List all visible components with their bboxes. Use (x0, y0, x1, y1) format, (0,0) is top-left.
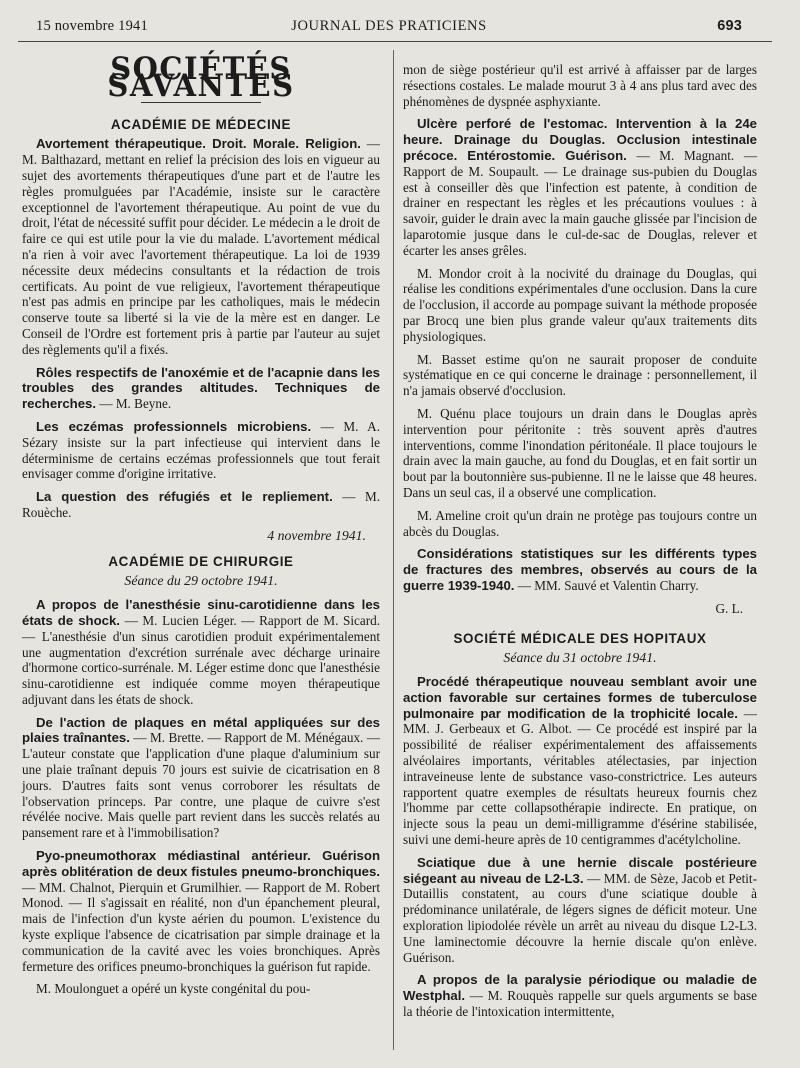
article-heading: Avortement thérapeutique. Droit. Morale. Religion. (36, 136, 361, 152)
right-column (403, 62, 757, 1027)
article-text: — M. Lucien Léger. — Rapport de M. Sicard. — L'anesthésie d'un sinus carotidien produit expérimentalement une augmentation d'excrétion surrénale avec décharge urinaire d'hormone cortico-surrénale. M. Léger estime donc que l'anesthésie sinu-carotidienne est indiquée comme moyen thérapeutique adjuvant dans les états de shock. (22, 612, 380, 707)
article-text: — M. Rouquès rappelle sur quels arguments se base la théorie de l'intoxication intermittente, (403, 988, 757, 1020)
article-anesthesie (22, 597, 380, 708)
running-header (36, 18, 742, 40)
article-text: — M. Balthazard, mettant en relief la précision des lois en vigueur au sujet des avortements thérapeutiques d'une part et de l'autre les règles promulguées par l'Académie, insiste sur le caractère exceptionnel de l'avortement thérapeutique. Au point de vue du droit, l'état de nécessité suffit pour décider. Le médecin a le droit de faire ce qui est utile pour la vie du malade. L'avortement médical n'a rien à voir avec l'avortement thérapeutique. La loi de 1939 nécessite deux médecins consultants et la rédaction de trois certificats. Au point de vue religieux, l'avortement thérapeutique n'est pas admis en principe par les catholiques, mais le médecin conserve toute sa liberté si la vie de la mère est en danger. Le Conseil de l'Ordre est fortement pris à partie par l'auteur au sujet des règlements qu'il a fixés. (22, 136, 380, 357)
article-text: — M. Brette. — Rapport de M. Ménégaux. — L'auteur constate que l'application d'une plaque d'aluminium sur une plaie traînant depuis 70 jours est suivie de cicatrisation en 8 jours. D'autres faits sont venus corroborer les résultats de l'observation princeps. Par contre, une plaque de cuivre s'est révélée nocive. Mais quelle part revient dans les succès relatés au pansement rare et à l'immobilisation? (22, 730, 380, 841)
article-heading: La question des réfugiés et le repliement. (36, 489, 333, 505)
journal-name: JOURNAL DES PRATICIENS (291, 18, 487, 34)
section-heading-academie-medecine: ACADÉMIE DE MÉDECINE (110, 116, 292, 132)
article-eczemas (22, 419, 380, 482)
article-heading: Considérations statistiques sur les différents types de fractures des membres, observés au cours de la guerre 1939-1940. (403, 546, 757, 593)
page-number: 693 (717, 18, 742, 34)
paragraph-ameline: M. Ameline croit qu'un drain ne protège pas toujours contre un abcès du Douglas. (403, 507, 757, 539)
article-procede-therapeutique (403, 674, 757, 848)
session-date: 4 novembre 1941. (267, 527, 366, 543)
article-refugies (22, 489, 380, 521)
article-text: — M. Beyne. (96, 396, 172, 412)
column-divider (393, 50, 394, 1050)
article-heading: Sciatique due à une hernie discale postérieure siégeant au niveau de L2-L3. (403, 854, 757, 886)
article-text: — M. A. Sézary insiste sur la part infectieuse qui intervient dans le déterminisme de certains eczémas professionnels que tout ferait envisager comme d'origine irritative. (22, 418, 380, 482)
article-anoxemie (22, 365, 380, 412)
article-sciatique (403, 855, 757, 966)
article-paralysie (403, 972, 757, 1019)
author-signature: G. L. (715, 600, 743, 616)
left-column (22, 50, 380, 1004)
article-text: — MM. de Sèze, Jacob et Petit-Dutaillis constatent, au cours d'une sciatique double à prédominance unilatérale, de légers signes de déficit moteur. Une exploration lipiodolée révèle un arrêt au niveau du disque L2-L3. Une laminectomie découvre la hernie discale qu'on enlève. Guérison. (403, 870, 757, 965)
section-heading-societe-medicale: SOCIÉTÉ MÉDICALE DES HOPITAUX (453, 630, 707, 646)
article-text: — M. Rouèche. (22, 489, 380, 520)
article-text: — MM. Chalnot, Pierquin et Grumilhier. — Rapport de M. Robert Monod. — Il s'agissait en réalité, non d'un épanchement pleural, mais de l'infection d'un kyste aérien du poumon. L'existence du kyste explique l'absence de cicatrisation par simple drainage et la communication de la cavité avec les voies bronchiques. Après fermeture des orifices pneumo-bronchiques la guérison fut rapide. (22, 879, 380, 974)
article-ulcere (403, 116, 757, 258)
article-heading: Ulcère perforé de l'estomac. Intervention à la 24e heure. Drainage du Douglas. Occlusion intestinale précoce. Entérostomie. Guérison. (403, 116, 757, 163)
article-heading: Procédé thérapeutique nouveau semblant avoir une action favorable sur certaines formes de tuberculose pulmonaire par modification de la trophicité locale. (403, 674, 757, 721)
article-fractures (403, 546, 757, 593)
paragraph-moulonguet: M. Moulonguet a opéré un kyste congénital du pou- (36, 981, 311, 997)
article-heading: A propos de la paralysie périodique ou maladie de Westphal. (403, 972, 757, 1004)
article-pyo-pneumothorax (22, 848, 380, 974)
issue-date: 15 novembre 1941 (36, 18, 148, 34)
article-text: — MM. Sauvé et Valentin Charry. (514, 577, 699, 593)
article-heading: Rôles respectifs de l'anoxémie et de l'acapnie dans les troubles des grandes altitudes. Techniques de recherches. (22, 364, 380, 412)
session-subtitle: Séance du 29 octobre 1941. (124, 573, 278, 589)
article-plaques-metal (22, 715, 380, 841)
page-title: SOCIÉTÉS SAVANTES (107, 50, 295, 103)
paragraph-basset: M. Basset estime qu'on ne saurait proposer de conduite systématique en ce qui concerne le drainage : personnellement, il n'a jamais observé d'occlusion. (403, 351, 757, 399)
header-rule (18, 41, 772, 42)
paragraph-continuation: mon de siège postérieur qu'il est arrivé à affaisser par de larges résections costales. Le malade mourut 3 à 4 ans plus tard avec des phénomènes de dyspnée asphyxiante. (403, 62, 757, 109)
paragraph-quenu: M. Quénu place toujours un drain dans le Douglas après intervention pour péritonite : très souvent après d'autres interventions, comme l'inondation péritonéale. Il place toujours le drain avec la main gauche, au fond du Douglas, et en fait sortir un bout par la boutonnière sus-pubienne. Il ne le laisse que 48 heures. Dans un seul cas, il a observé une complication. (403, 405, 757, 500)
article-heading: Les eczémas professionnels microbiens. (36, 418, 312, 434)
article-text: — MM. J. Gerbeaux et G. Albot. — Ce procédé est inspiré par la possibilité de réaliser expérimentalement des affaissements alvéolaires importants, véritables atélectasies, par injection intraveineuse lente de substance vaso-constrictrice. Les auteurs rapportent quatre exemples de résultats heureux fournis chez l'homme par cette collapsothérapie indirecte. En pratique, on injecte sous la peau un demi-milligramme d'ésérine stabilisée, suivi une demi-heure après de 10 centigrammes d'acétylcholine. (403, 705, 757, 848)
session-subtitle: Séance du 31 octobre 1941. (503, 650, 657, 666)
article-avortement (22, 136, 380, 357)
section-heading-academie-chirurgie: ACADÉMIE DE CHIRURGIE (108, 553, 294, 569)
article-heading: De l'action de plaques en métal appliquées sur des plaies traînantes. (22, 714, 380, 746)
article-text: — M. Magnant. — Rapport de M. Soupault. — Le drainage sus-pubien du Douglas est à conseiller dès que l'infection est patente, à condition de drainer en respectant les règles et les précautions voulues : à savoir, guider le drain avec la main gauche glissée par l'incision de laparotomie jusque dans le cul-de-sac de Douglas, relever et écarter les anses grêles. (403, 147, 758, 258)
paragraph-mondor: M. Mondor croit à la nocivité du drainage du Douglas, qui réalise les conditions expérimentales d'une occlusion. Dans la cure de l'occlusion, il accorde au pompage suivant la méthode proposée par Brocq une bien plus grande valeur qu'aux traitements dits physiologiques. (403, 265, 757, 344)
article-heading: Pyo-pneumothorax médiastinal antérieur. Guérison après oblitération de deux fistules pneumo-bronchiques. (22, 848, 380, 879)
article-heading: A propos de l'anesthésie sinu-carotidienne dans les états de shock. (22, 597, 380, 628)
